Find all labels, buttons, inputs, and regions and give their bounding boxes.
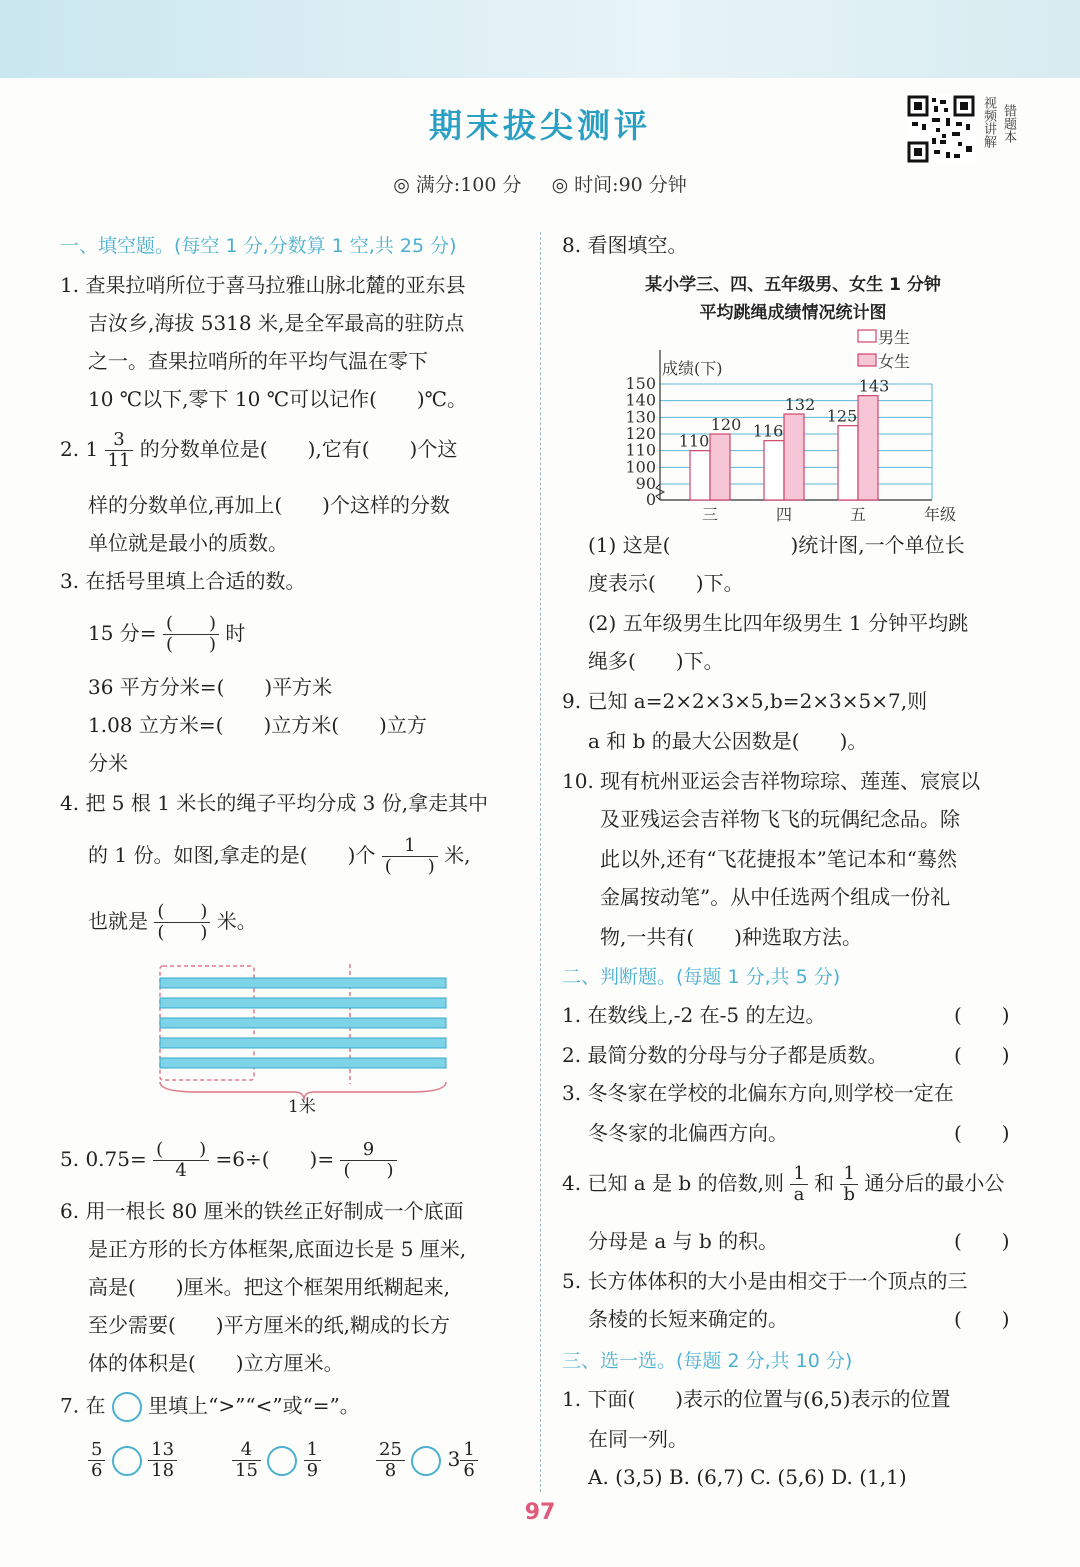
ytick-0: 0: [645, 490, 656, 509]
q3a-num-blank[interactable]: ( ): [163, 614, 219, 635]
q1-line2: 吉汝乡,海拔 5318 米,是全军最高的驻防点: [88, 311, 465, 335]
ytick-130: 130: [625, 407, 656, 427]
q2-line3: 单位就是最小的质数。: [88, 531, 288, 555]
q2-prefix: 2. 1: [60, 437, 99, 461]
section-fill-blank-header: 一、填空题。(每空 1 分,分数算 1 空,共 25 分): [60, 235, 457, 257]
q7-title: [60, 1392, 360, 1422]
j5-line1: 5. 长方体体积的大小是由相交于一个顶点的三: [562, 1269, 968, 1293]
q7-item2: [232, 1440, 321, 1481]
q7-suffix: 里填上“>”“<”或“=”。: [148, 1393, 360, 1418]
q10-line5: 物,一共有( )种选取方法。: [600, 925, 862, 949]
q10-line1: 10. 现有杭州亚运会吉祥物琮琮、莲莲、宸宸以: [562, 769, 981, 793]
ytick-100: 100: [625, 457, 656, 477]
q7c-answer-circle[interactable]: [411, 1446, 441, 1476]
q4-numerator: 1: [382, 836, 438, 857]
q1-line4: 10 ℃以下,零下 10 ℃可以记作( )℃。: [88, 387, 468, 411]
j3-line2: 冬冬家的北偏西方向。: [588, 1121, 788, 1145]
j2-answer[interactable]: ( ): [954, 1043, 1010, 1067]
q8-title: 8. 看图填空。: [562, 233, 688, 257]
q8-1-line2: 度表示( )下。: [588, 571, 744, 595]
bar-男生-三: [690, 451, 710, 500]
q4c-num-blank[interactable]: ( ): [154, 902, 210, 923]
y-axis-label: 成绩(下): [662, 359, 723, 378]
q7a-n1: 5: [88, 1440, 105, 1461]
j4-n2: 1: [840, 1164, 858, 1185]
q3a-suffix: 时: [225, 621, 246, 645]
j1: 1. 在数线上,-2 在-5 的左边。: [562, 1003, 826, 1027]
j1-answer[interactable]: ( ): [954, 1003, 1010, 1027]
page-title: 期末拔尖测评: [429, 106, 651, 145]
j4-line2: 分母是 a 与 b 的积。: [588, 1229, 779, 1253]
q7b-n2: 1: [304, 1440, 321, 1461]
data-label-女生-五: 143: [858, 376, 890, 396]
q4-den-blank[interactable]: ( ): [384, 856, 435, 877]
data-label-男生-五: 125: [826, 406, 858, 426]
q4c-prefix: 也就是: [88, 909, 148, 933]
q7b-d1: 15: [235, 1460, 258, 1481]
q10-line2: 及亚残运会吉祥物飞飞的玩偶纪念品。除: [600, 807, 960, 831]
q7c-d1: 8: [384, 1460, 397, 1481]
top-banner: [0, 0, 1080, 78]
qr-label-video: 视频讲解: [981, 96, 996, 148]
q7b-n1: 4: [232, 1440, 261, 1461]
q3a-prefix: 15 分=: [88, 621, 157, 645]
xtick-五: 五: [849, 505, 867, 524]
section-judge-header: 二、判断题。(每题 1 分,共 5 分): [562, 966, 841, 988]
ytick-90: 90: [635, 474, 656, 493]
q5-num: 9: [340, 1140, 396, 1161]
q1-line1: 1. 查果拉哨所位于喜马拉雅山脉北麓的亚东县: [60, 273, 466, 297]
q3c-line1: 1.08 立方米=( )立方米( )立方: [88, 713, 427, 737]
q7c-whole: 3: [447, 1447, 461, 1471]
chart-title-line2: 平均跳绳成绩情况统计图: [699, 303, 887, 323]
q4-line2: [88, 836, 471, 877]
q5-num-blank[interactable]: ( ): [153, 1140, 209, 1161]
q7a-d1: 6: [91, 1460, 103, 1481]
q6-line2: 是正方形的长方体框架,底面边长是 5 厘米,: [88, 1237, 467, 1261]
legend-label-男生: 男生: [878, 328, 911, 347]
q2-numerator: 3: [105, 430, 134, 451]
q7-prefix: 7. 在: [60, 1393, 106, 1418]
j4-answer[interactable]: ( ): [954, 1229, 1010, 1253]
j3-line1: 3. 冬冬家在学校的北偏东方向,则学校一定在: [562, 1081, 954, 1105]
exam-meta: [0, 170, 1080, 197]
q2-denominator: 11: [107, 450, 131, 471]
bar-chart: [622, 326, 1002, 526]
q2-suffix: 的分数单位是( ),它有( )个这: [139, 437, 458, 461]
q9-line1: 9. 已知 a=2×2×3×5,b=2×3×5×7,则: [562, 689, 928, 713]
q7b-d2: 9: [306, 1460, 319, 1481]
x-axis-label: 年级: [924, 505, 957, 524]
q10-line3: 此以外,还有“飞花捷报本”笔记本和“蓦然: [600, 847, 958, 871]
q2-line2: 样的分数单位,再加上( )个这样的分数: [88, 493, 450, 517]
j5-line2: 条棱的长短来确定的。: [588, 1307, 788, 1331]
j4-d2: b: [843, 1184, 856, 1205]
xtick-三: 三: [701, 505, 719, 524]
q7a-n2: 13: [148, 1440, 177, 1461]
q7a-answer-circle[interactable]: [112, 1446, 142, 1476]
q5-prefix: 5. 0.75=: [60, 1147, 147, 1171]
full-score: ◎ 满分:100 分: [393, 174, 522, 196]
j2: 2. 最简分数的分母与分子都是质数。: [562, 1043, 888, 1067]
q7c-d2: 6: [463, 1460, 475, 1481]
legend-swatch-男生: [858, 330, 876, 342]
data-label-男生-四: 116: [752, 421, 784, 441]
ytick-120: 120: [625, 424, 656, 443]
q8-2-line2: 绳多( )下。: [588, 649, 724, 673]
q5-den: 4: [175, 1160, 187, 1181]
j4-prefix: 4. 已知 a 是 b 的倍数,则: [562, 1171, 784, 1195]
q6-line5: 体的体积是( )立方厘米。: [88, 1351, 344, 1375]
j4-line1: [562, 1164, 1004, 1205]
q4c-den-blank[interactable]: ( ): [157, 922, 208, 943]
time-limit: ◎ 时间:90 分钟: [551, 174, 687, 196]
q5-frac1: [153, 1140, 209, 1181]
q7-item1: [88, 1440, 177, 1481]
q7b-answer-circle[interactable]: [267, 1446, 297, 1476]
q7c-n2: 1: [460, 1440, 477, 1461]
ytick-140: 140: [625, 390, 656, 410]
q4-line3: [88, 902, 257, 943]
page-number: 97: [524, 1500, 556, 1525]
bar-男生-五: [838, 426, 858, 500]
q1-line3: 之一。查果拉哨所的年平均气温在零下: [88, 349, 428, 373]
q5-middle: =6÷( )=: [215, 1147, 335, 1171]
q7c-n1: 25: [376, 1440, 405, 1461]
j4-and: 和: [814, 1171, 835, 1195]
j5-answer[interactable]: ( ): [954, 1307, 1010, 1331]
section-choice-header: 三、选一选。(每题 2 分,共 10 分): [562, 1350, 853, 1372]
q6-line3: 高是( )厘米。把这个框架用纸糊起来,: [88, 1275, 450, 1299]
q5: [60, 1140, 397, 1181]
q4c-fraction: [154, 902, 210, 943]
ytick-110: 110: [625, 440, 656, 460]
xtick-四: 四: [775, 505, 793, 524]
column-divider: [540, 232, 541, 1492]
s1-line2: 在同一列。: [588, 1427, 688, 1451]
q4-suffix: 米,: [444, 843, 471, 867]
j3-answer[interactable]: ( ): [954, 1121, 1010, 1145]
q2-line1: [60, 430, 457, 471]
q4-fraction: [382, 836, 438, 877]
bar-男生-四: [764, 441, 784, 500]
q9-line2: a 和 b 的最大公因数是( )。: [588, 729, 868, 753]
compare-circle-icon: [112, 1392, 142, 1422]
qr-code-icon[interactable]: [906, 94, 976, 164]
q3c-line2: 分米: [88, 751, 128, 775]
legend-label-女生: 女生: [878, 352, 911, 371]
q4-line1: 4. 把 5 根 1 米长的绳子平均分成 3 份,拿走其中: [60, 791, 489, 815]
q5-frac2: [340, 1140, 396, 1181]
qr-label-errors: 错题本: [1001, 104, 1016, 143]
bar-女生-三: [710, 434, 730, 500]
ytick-150: 150: [625, 374, 656, 393]
bar-女生-四: [784, 414, 804, 500]
s1-options[interactable]: A. (3,5) B. (6,7) C. (5,6) D. (1,1): [588, 1465, 907, 1489]
data-label-女生-三: 120: [710, 415, 742, 434]
q10-line4: 金属按动笔”。从中任选两个组成一份礼: [600, 885, 951, 909]
q7-item3: [376, 1440, 478, 1481]
j4-suffix: 通分后的最小公: [864, 1171, 1005, 1195]
q3a-den-blank[interactable]: ( ): [165, 634, 216, 655]
j4-n1: 1: [790, 1164, 807, 1185]
q6-line4: 至少需要( )平方厘米的纸,糊成的长方: [88, 1313, 450, 1337]
bar-女生-五: [858, 396, 878, 500]
j4-d1: a: [793, 1184, 805, 1205]
rope-label: 1米: [288, 1097, 316, 1117]
q4-prefix: 的 1 份。如图,拿走的是( )个: [88, 843, 376, 867]
q4c-suffix: 米。: [216, 909, 257, 933]
q8-1-line1: (1) 这是( )统计图,一个单位长: [588, 533, 965, 557]
data-label-男生-三: 110: [678, 431, 710, 451]
q3a: [88, 614, 245, 655]
q2-fraction: [105, 430, 134, 471]
q7a-d2: 18: [151, 1460, 175, 1481]
q3-title: 3. 在括号里填上合适的数。: [60, 569, 306, 593]
rope-diagram: [158, 964, 450, 1114]
legend-swatch-女生: [858, 354, 876, 366]
q6-line1: 6. 用一根长 80 厘米的铁丝正好制成一个底面: [60, 1199, 464, 1223]
chart-title-line1: 某小学三、四、五年级男、女生 1 分钟: [645, 275, 941, 295]
s1-line1: 1. 下面( )表示的位置与(6,5)表示的位置: [562, 1387, 951, 1411]
q5-den-blank[interactable]: ( ): [343, 1160, 394, 1181]
q8-2-line1: (2) 五年级男生比四年级男生 1 分钟平均跳: [588, 611, 969, 635]
q3a-fraction: [163, 614, 219, 655]
data-label-女生-四: 132: [784, 395, 816, 414]
q3b: 36 平方分米=( )平方米: [88, 675, 333, 699]
